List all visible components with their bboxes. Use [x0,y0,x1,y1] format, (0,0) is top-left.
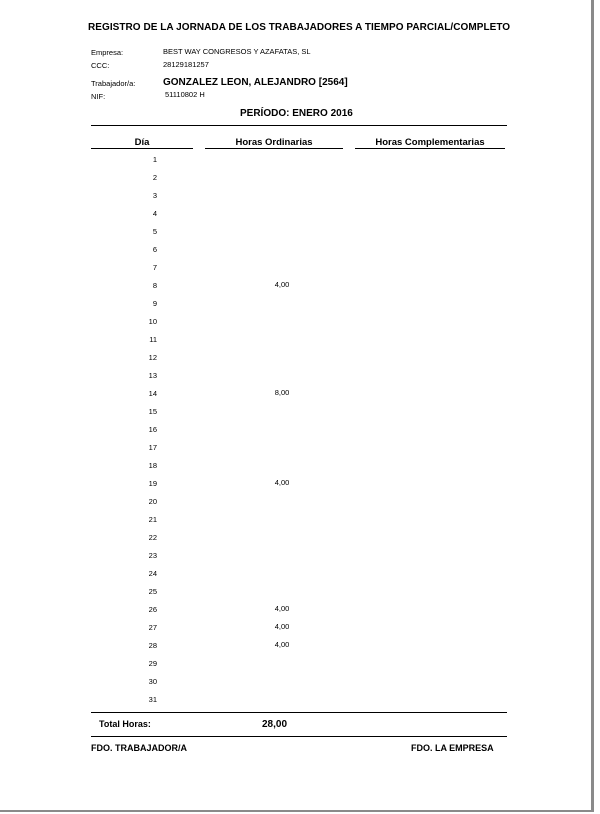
ordinary-hours-cell: 4,00 [274,604,290,613]
day-number: 16 [148,425,157,434]
day-number: 28 [148,641,157,650]
column-underline-ordinary [205,148,343,149]
nif-label: NIF: [91,92,106,101]
day-number: 2 [152,173,157,182]
day-number: 8 [152,281,157,290]
day-number: 24 [148,569,157,578]
day-number: 18 [148,461,157,470]
ccc-value: 28129181257 [163,60,209,69]
day-number: 4 [152,209,157,218]
day-number: 26 [148,605,157,614]
nif-value: 51110802 H [165,90,205,99]
total-bottom-divider [91,736,507,737]
day-number: 22 [148,533,157,542]
day-number: 11 [149,335,157,344]
column-header-complementary-hours: Horas Complementarias [375,137,485,148]
day-number: 23 [148,551,157,560]
day-number: 27 [148,623,157,632]
day-number: 9 [152,299,157,308]
day-number: 14 [148,389,157,398]
document-title: REGISTRO DE LA JORNADA DE LOS TRABAJADORES A TIEMPO PARCIAL/COMPLETO [88,22,511,33]
trabajador-value: GONZALEZ LEON, ALEJANDRO [2564] [163,77,348,88]
day-number: 10 [148,317,157,326]
day-number: 7 [152,263,157,272]
empresa-label: Empresa: [91,48,124,57]
worker-signature-label: FDO. TRABAJADOR/A [91,743,187,753]
company-signature-label: FDO. LA EMPRESA [411,743,494,753]
day-number: 21 [148,515,157,524]
day-number: 6 [152,245,157,254]
day-number: 29 [148,659,157,668]
column-header-day: Día [134,137,150,148]
period-heading: PERÍODO: ENERO 2016 [240,108,353,119]
day-number: 15 [148,407,157,416]
total-top-divider [91,712,507,713]
empresa-value: BEST WAY CONGRESOS Y AZAFATAS, SL [163,47,311,56]
ordinary-hours-cell: 4,00 [274,478,290,487]
ordinary-hours-cell: 4,00 [274,280,290,289]
column-underline-complementary [355,148,505,149]
column-underline-day [91,148,193,149]
day-number: 3 [152,191,157,200]
day-number: 12 [148,353,157,362]
day-number: 17 [148,443,157,452]
day-number: 20 [148,497,157,506]
day-number: 1 [152,155,157,164]
column-header-ordinary-hours: Horas Ordinarias [235,137,313,148]
day-number: 30 [148,677,157,686]
day-number: 25 [148,587,157,596]
ordinary-hours-cell: 4,00 [274,622,290,631]
ordinary-hours-cell: 8,00 [274,388,290,397]
day-number: 13 [148,371,157,380]
trabajador-label: Trabajador/a: [91,79,136,88]
ordinary-hours-cell: 4,00 [274,640,290,649]
total-hours-label: Total Horas: [99,719,151,729]
ccc-label: CCC: [91,61,110,70]
day-number: 5 [152,227,157,236]
total-hours-value: 28,00 [262,719,288,730]
period-divider [91,125,507,126]
day-number: 31 [148,695,157,704]
day-number: 19 [148,479,157,488]
